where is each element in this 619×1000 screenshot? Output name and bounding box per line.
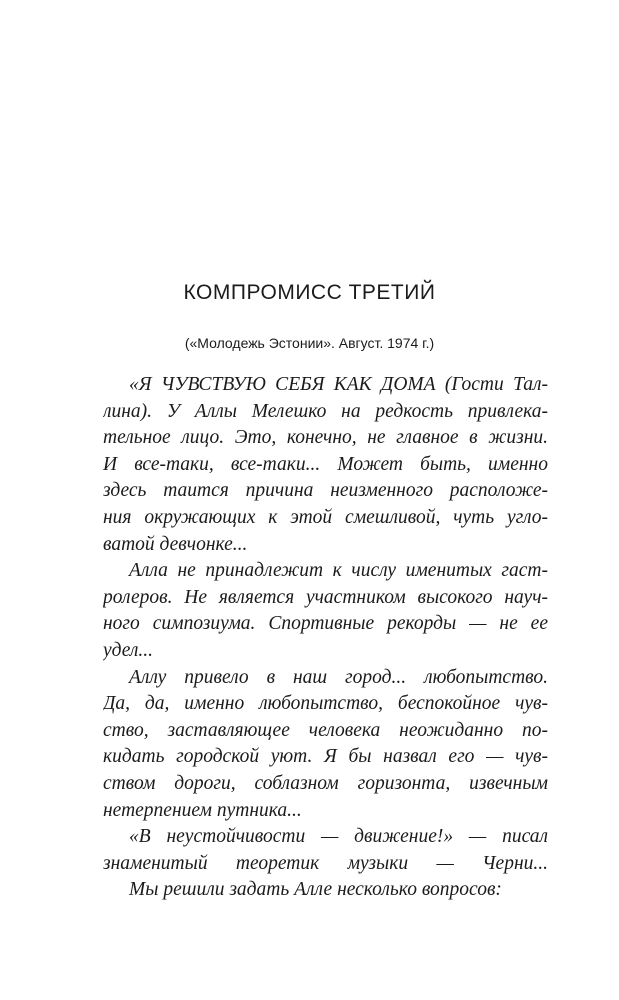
text-line: И все-таки, все-таки... Может быть, именно	[103, 453, 548, 475]
text-line: ния окружающих к этой смешливой, чуть угло-	[103, 506, 548, 528]
text-line: здесь таится причина неизменного расположе-	[103, 480, 548, 502]
text-line: кидать городской уют. Я бы назвал его — чув-	[103, 746, 548, 768]
text-line: «В неустойчивости — движение!» — писал	[129, 826, 548, 848]
chapter-body	[103, 372, 548, 904]
text-line: ство, заставляющее человека неожиданно по-	[103, 719, 548, 741]
text-line: знаменитый теоретик музыки — Черни...	[103, 852, 548, 874]
chapter-title: КОМПРОМИСС ТРЕТИЙ	[183, 281, 436, 304]
text-line: тельное лицо. Это, конечно, не главное в жизни.	[103, 427, 548, 449]
text-line: Аллу привело в наш город... любопытство.	[129, 666, 548, 688]
text-line: Да, да, именно любопытство, беспокойное чув-	[103, 693, 548, 715]
text-line: Мы решили задать Алле несколько вопросов:	[129, 879, 502, 901]
text-line: лина). У Аллы Мелешко на редкость привлека-	[103, 400, 548, 422]
text-line: Алла не принадлежит к числу именитых гаст-	[129, 560, 548, 582]
text-line: ватой девчонке...	[103, 533, 248, 555]
chapter-subtitle: («Молодежь Эстонии». Август. 1974 г.)	[184, 335, 435, 351]
text-line: ролеров. Не является участником высокого науч-	[103, 586, 548, 608]
text-line: нетерпением путника...	[103, 799, 302, 821]
text-line: ного симпозиума. Спортивные рекорды — не ее	[103, 613, 548, 635]
text-line: «Я ЧУВСТВУЮ СЕБЯ КАК ДОМА (Гости Тал-	[129, 374, 548, 395]
text-line: ством дороги, соблазном горизонта, извечным	[103, 772, 548, 794]
text-line: удел...	[103, 639, 153, 661]
